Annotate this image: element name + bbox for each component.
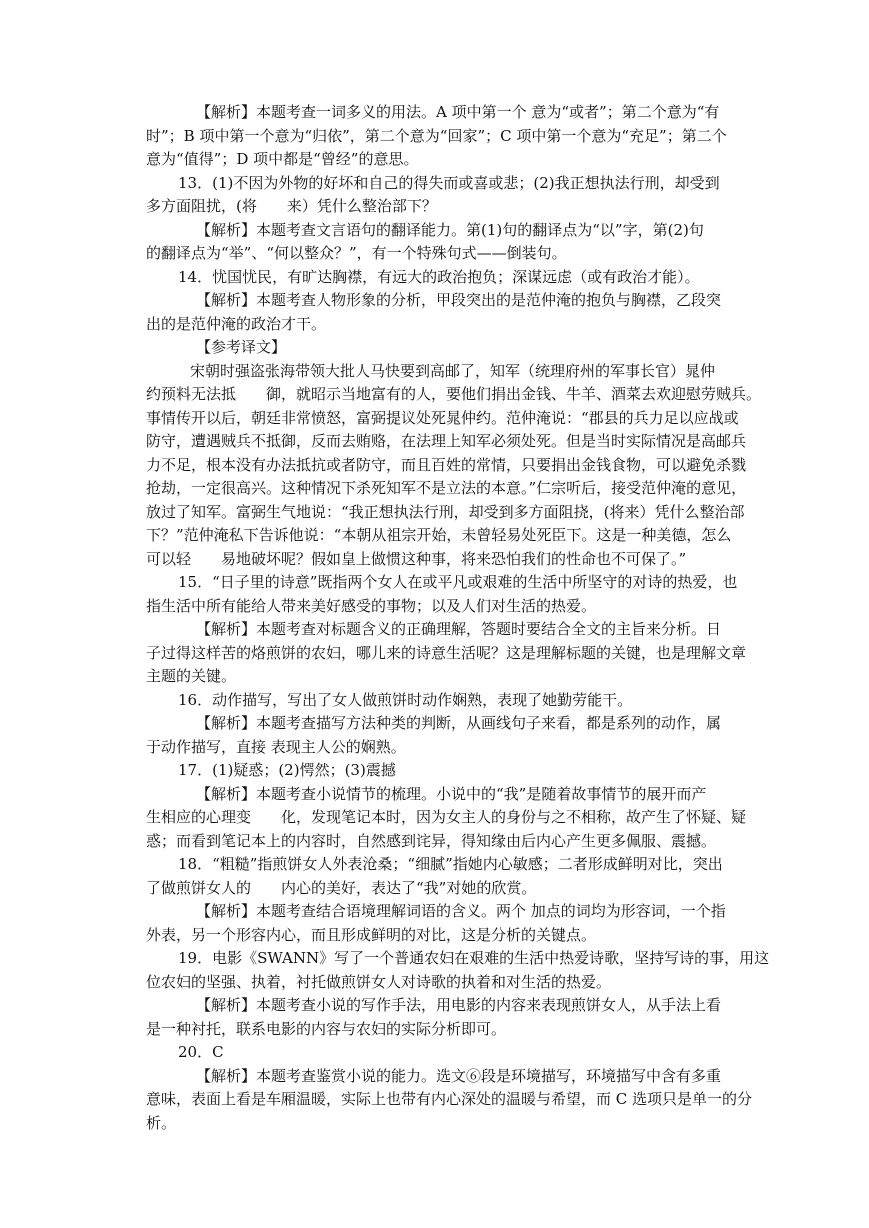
answer-analysis-text <box>146 101 770 1135</box>
text-line: 宋朝时强盗张海带领大批人马快要到高邮了，知军（统理府州的军事长官）晁仲 <box>190 361 716 380</box>
text-line: 惑；而看到笔记本上的内容时，自然感到诧异，得知缘由后内心产生更多佩服、震撼。 <box>146 831 717 850</box>
text-line: 主题的关键。 <box>146 667 237 685</box>
text-line: 生相应的心理变 化，发现笔记本时，因为女主人的身份与之不相称，故产生了怀疑、疑 <box>146 808 747 826</box>
text-line: 多方面阻扰，(将 来）凭什么整治部下？ <box>146 197 437 215</box>
text-line: 的翻译点为“举”、“何以整众？”，有一个特殊句式——倒装句。 <box>146 244 567 262</box>
text-line: 【解析】本题考查小说的写作手法，用电影的内容来表现煎饼女人，从手法上看 <box>196 996 722 1014</box>
text-line: 析。 <box>146 1113 177 1132</box>
text-line: 事情传开以后，朝廷非常愤怒，富弼提议处死晁仲约。范仲淹说：“郡县的兵力足以应战或 <box>146 408 739 427</box>
text-line: 【解析】本题考查文言语句的翻译能力。第(1)句的翻译点为“以”字，第(2)句 <box>196 220 704 239</box>
text-line: 【解析】本题考查人物形象的分析，甲段突出的是范仲淹的抱负与胸襟，乙段突 <box>196 291 722 309</box>
text-line: 【参考译文】 <box>196 338 287 356</box>
text-line: 放过了知军。富弼生气地说：“我正想执法行刑，却受到多方面阻挠，(将来）凭什么整治部 <box>146 502 745 521</box>
text-line: 是一种衬托，联系电影的内容与农妇的实际分析即可。 <box>146 1019 507 1038</box>
text-line: 力不足，根本没有办法抵抗或者防守，而且百姓的常情，只要捐出金钱食物，可以避免杀戮 <box>146 455 747 474</box>
text-line: 子过得这样苦的烙煎饼的农妇，哪儿来的诗意生活呢？这是理解标题的关键，也是理解文章 <box>146 643 747 662</box>
text-line: 可以轻 易地破坏呢？假如皇上做惯这种事，将来恐怕我们的性命也不可保了。” <box>146 549 687 568</box>
text-line: 防守，遭遇贼兵不抵御，反而去贿赂，在法理上知军必须处死。但是当时实际情况是高邮兵 <box>146 432 747 450</box>
text-line: 意为“值得”；D 项中都是“曾经”的意思。 <box>146 150 419 168</box>
text-line: 17．(1)疑惑；(2)愕然；(3)震撼 <box>178 761 396 779</box>
text-line: 16．动作描写，写出了女人做煎饼时动作娴熟，表现了她勤劳能干。 <box>178 690 633 709</box>
text-line: 【解析】本题考查鉴赏小说的能力。选文⑥段是环境描写，环境描写中含有多重 <box>196 1066 722 1085</box>
text-line: 意味，表面上看是车厢温暖，实际上也带有内心深处的温暖与希望，而 C 选项只是单一的分 <box>146 1090 753 1108</box>
text-line: 时”；B 项中第一个意为“归依”，第二个意为“回家”；C 项中第一个意为“充足”；第二个 <box>146 126 727 145</box>
text-line: 【解析】本题考查对标题含义的正确理解，答题时要结合全文的主旨来分析。日 <box>196 620 722 638</box>
text-line: 于动作描写，直接 表现主人公的娴熟。 <box>146 737 406 756</box>
text-line: 【解析】本题考查小说情节的梳理。小说中的“我”是随着故事情节的展开而产 <box>196 784 707 803</box>
text-line: 14．忧国忧民，有旷达胸襟，有远大的政治抱负；深谋远虑（或有政治才能）。 <box>178 267 700 286</box>
text-line: 约预料无法抵 御，就昭示当地富有的人，要他们捐出金钱、牛羊、酒菜去欢迎慰劳贼兵。 <box>146 385 762 403</box>
text-line: 15．“日子里的诗意”既指两个女人在或平凡或艰难的生活中所坚守的对诗的热爱，也 <box>178 573 738 591</box>
text-line: 13．(1)不因为外物的好坏和自己的得失而或喜或悲；(2)我正想执法行刑，却受到 <box>178 173 720 192</box>
text-line: 【解析】本题考查一词多义的用法。A 项中第一个 意为“或者”；第二个意为“有 <box>196 103 720 121</box>
text-line: 【解析】本题考查描写方法种类的判断，从画线句子来看，都是系列的动作，属 <box>196 714 722 732</box>
text-line: 【解析】本题考查结合语境理解词语的含义。两个 加点的词均为形容词，一个指 <box>196 902 726 920</box>
text-line: 18．“粗糙”指煎饼女人外表沧桑；“细腻”指她内心敏感；二者形成鲜明对比，突出 <box>178 855 723 873</box>
text-line: 19．电影《SWANN》写了一个普通农妇在艰难的生活中热爱诗歌，坚持写诗的事，用这 <box>178 949 770 967</box>
text-line: 外表，另一个形容内心，而且形成鲜明的对比，这是分析的关键点。 <box>146 925 597 944</box>
text-line: 指生活中所有能给人带来美好感受的事物；以及人们对生活的热爱。 <box>146 596 597 615</box>
text-line: 20．C <box>178 1043 224 1061</box>
text-line: 了做煎饼女人的 内心的美好，表达了“我”对她的欣赏。 <box>146 878 537 897</box>
text-line: 出的是范仲淹的政治才干。 <box>146 314 327 333</box>
text-line: 抢劫，一定很高兴。这种情况下杀死知军不是立法的本意。”仁宗听后，接受范仲淹的意见， <box>146 479 747 497</box>
text-line: 位农妇的坚强、执着，衬托做煎饼女人对诗歌的执着和对生活的热爱。 <box>146 972 612 991</box>
text-line: 下？”范仲淹私下告诉他说：“本朝从祖宗开始，未曾轻易处死臣下。这是一种美德，怎么 <box>146 526 732 544</box>
